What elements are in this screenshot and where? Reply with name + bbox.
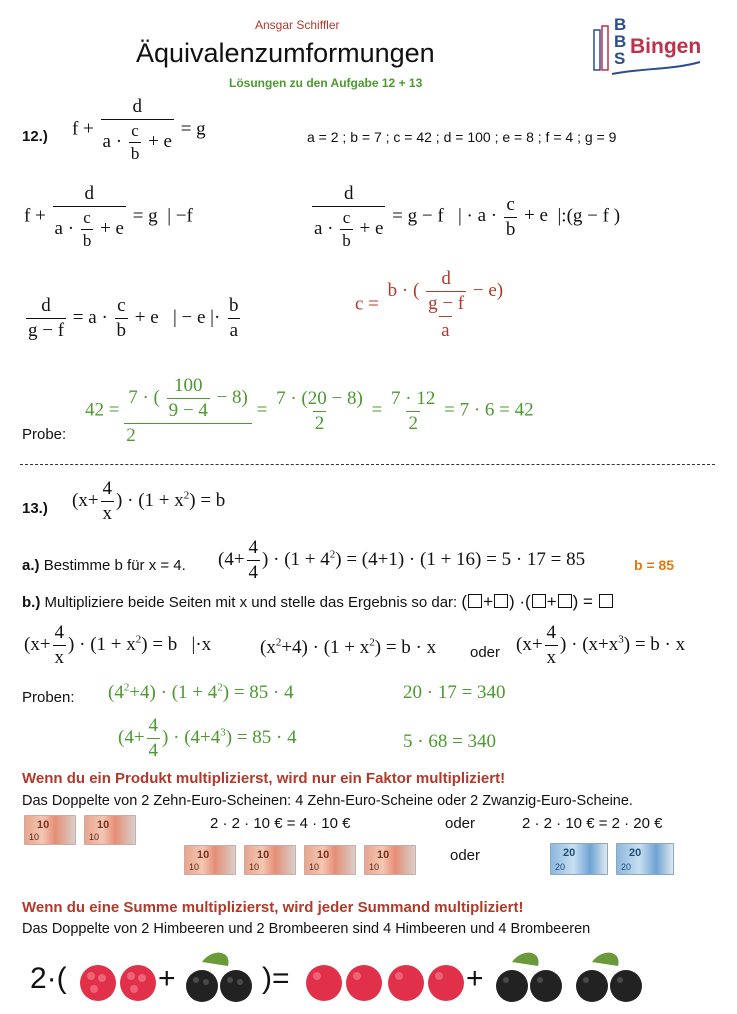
rule1-eq1: 2 · 2 · 10 € = 4 · 10 € [210,815,351,832]
rule1-oder: oder [445,815,476,832]
blackberries-four-icon [492,948,652,1008]
rule2-text: Das Doppelte von 2 Himbeeren und 2 Brombeeren sind 4 Himbeeren und 4 Brombeeren [22,921,591,937]
raspberry-icon [76,956,166,1006]
proben-equation-2: (4+ $\frac{4}{4}$ ) · $(4+4^3) = 85 \cdot 4$ [118,715,297,761]
author: Ansgar Schiffler [255,18,340,32]
rule2-heading: Wenn du eine Summe multiplizierst, wird jeder Summand multipliziert! [22,899,524,916]
subtitle: Lösungen zu den Aufgabe 12 + 13 [229,76,423,90]
berry-eq-equals: )= [262,962,290,995]
probe-equation: 42 = 7 · ( $\frac{100}{9 - 4}$ − 8) 2 = $\frac{7 \cdot (20 - 8)}{2}$ = $\frac{7 \cdot 12}{2}$ = 7 · 6 = 42 [85,375,534,446]
task12-label: 12.) [22,128,48,145]
proben-equation-1: $(4^2+4) \cdot (1 + 4^2) = 85 \cdot 4$ [108,682,294,704]
logo-text: Bingen [630,35,702,58]
task13b-step3: (x+ $\frac{4}{x}$ ) · $(x+x^3) = b \cdot x$ [516,622,686,668]
section-divider [20,464,715,465]
step2-equation: d a · $\frac{c}{b}$ + e = g − f | · a · $\frac{c}{b}$ + e |:(g − f ) [314,183,621,250]
proben-result-1: 20 · 17 = 340 [403,682,506,703]
task13b-label: b.) [22,594,41,611]
step3-equation: $\frac{d}{g - f}$ = a · $\frac{c}{b}$ + e | − e |· $\frac{b}{a}$ [28,295,239,341]
task12-equation: f + d a · $\frac{c}{b}$ + e = g [72,96,206,163]
banknotes-four-tens [184,845,416,875]
rule1-oder-2: oder [450,847,481,864]
proben-result-2: 5 · 68 = 340 [403,731,497,752]
banknotes-two-twenties [550,843,674,875]
op-minus-f: | −f [167,205,193,227]
task13b-oder: oder [470,644,501,661]
task13b: b.) Multipliziere beide Seiten mit x und stelle das Ergebnis so dar: ( + ) ·( + ) = [22,592,614,612]
solution-c: c = b · ( $\frac{d}{g - f}$ − e) a [355,268,504,341]
banknotes-left [24,815,136,845]
probe-label: Probe: [22,426,67,443]
banknote-10: 10 10 [244,845,296,875]
bbs-bingen-logo [592,15,702,78]
logo-letter-s: S [614,49,626,68]
berry-eq-plus-2: + [466,962,484,995]
task13b-step2: $(x^2+4) \cdot (1 + x^2) = b \cdot x$ [260,637,437,659]
berry-eq-lhs: 2·( [30,962,67,995]
task13-label: 13.) [22,500,48,517]
rule1-text: Das Doppelte von 2 Zehn-Euro-Scheinen: 4 Zehn-Euro-Scheine oder 2 Zwanzig-Euro-Scheine. [22,793,633,809]
task13a [22,557,186,574]
task13a-answer: b = 85 [634,557,675,573]
task12-values: a = 2 ; b = 7 ; c = 42 ; d = 100 ; e = 8 ; f = 4 ; g = 9 [307,129,617,145]
berry-eq-plus: + [158,962,176,995]
banknote-10: 10 10 [184,845,236,875]
task13-equation: (x+ $\frac{4}{x}$ ) · $(1 + x^2) = b$ [72,478,226,524]
raspberries-four-icon [302,956,472,1006]
banknote-20: 20 20 [550,843,608,875]
banknote-10: 10 10 [364,845,416,875]
proben-label: Proben: [22,689,75,706]
rule1-heading: Wenn du ein Produkt multiplizierst, wird nur ein Faktor multipliziert! [22,770,506,787]
banknote-10: 10 10 [304,845,356,875]
op-minus-e: | − e |· [172,306,221,328]
task13a-equation: (4+ $\frac{4}{4}$ ) · $(1 + 4^2) = (4+1) \cdot (1 + 16) = 5 \cdot 17 = 85$ [218,537,586,583]
task13b-step1: (x+ $\frac{4}{x}$ ) · $(1 + x^2) = b$ |·x [24,622,212,668]
banknote-20: 20 20 [616,843,674,875]
banknote-10: 10 10 [24,815,76,845]
step1-equation: f + d a · $\frac{c}{b}$ + e = g | −f [24,183,193,250]
page-title: Äquivalenzumformungen [136,38,435,68]
berry-equation [30,948,730,1010]
rule1-eq2: 2 · 2 · 10 € = 2 · 20 € [522,815,663,832]
task13a-text: Bestimme b für x = 4. [43,557,186,574]
task13a-label: a.) [22,557,40,574]
op-div: |:(g − f ) [557,205,621,227]
banknote-10: 10 10 [84,815,136,845]
op-mul: | · [457,205,473,227]
logo-letter-b1: B [614,15,627,34]
logo-letter-b2: B [614,32,627,51]
blackberry-icon [182,948,262,1008]
task13b-text: Multipliziere beide Seiten mit x und stelle das Ergebnis so dar: [44,594,458,611]
